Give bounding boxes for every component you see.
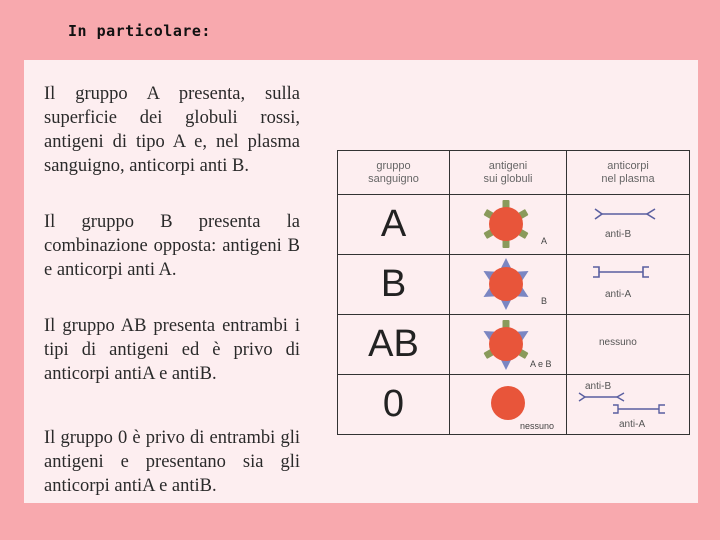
table-row bbox=[338, 255, 690, 315]
antigen-label: A e B bbox=[530, 359, 552, 369]
header-text: gruppo bbox=[376, 159, 411, 172]
paragraph-group-b: Il gruppo B presenta la combinazione opposta: antigeni B e anticorpi anti A. bbox=[44, 212, 300, 280]
paragraph-group-0: Il gruppo 0 è privo di entrambi gli antigeni e presentano sia gli anticorpi antiA e antiB. bbox=[44, 428, 300, 496]
antibody-label: anti-B bbox=[585, 381, 612, 392]
antibody-label: anti-A bbox=[619, 419, 646, 430]
antibody-cell bbox=[567, 195, 690, 255]
antigen-cell bbox=[450, 375, 567, 435]
antibody-anti-a-icon bbox=[567, 255, 689, 314]
header-text: nel plasma bbox=[601, 172, 655, 185]
group-label: B bbox=[338, 255, 450, 315]
paragraph-group-ab: Il gruppo AB presenta entrambi i tipi di antigeni ed è privo di anticorpi antiA e antiB. bbox=[44, 316, 300, 384]
paragraph-group-a: Il gruppo A presenta, sulla superficie dei globuli rossi, antigeni di tipo A e, nel plasma sanguigno, anticorpi anti B. bbox=[44, 84, 300, 176]
antigen-cell bbox=[450, 255, 567, 315]
group-label: 0 bbox=[338, 375, 450, 435]
antibody-cell bbox=[567, 255, 690, 315]
slide-title: In particolare: bbox=[68, 22, 211, 40]
table-row bbox=[338, 375, 690, 435]
antibody-label: anti-A bbox=[605, 289, 632, 300]
header-text: sanguigno bbox=[368, 172, 419, 185]
antigen-label: A bbox=[541, 236, 548, 246]
antibody-label: anti-B bbox=[605, 229, 632, 240]
antibody-cell bbox=[567, 375, 690, 435]
antibody-anti-b-icon bbox=[567, 195, 689, 254]
header-blood-group bbox=[338, 151, 450, 195]
antibody-label: nessuno bbox=[599, 337, 637, 348]
header-text: anticorpi bbox=[607, 159, 649, 172]
antigen-cell bbox=[450, 195, 567, 255]
antibody-cell bbox=[567, 315, 690, 375]
header-text: sui globuli bbox=[483, 172, 533, 185]
header-antibodies bbox=[567, 151, 690, 195]
table-row bbox=[338, 315, 690, 375]
antigen-label: B bbox=[541, 296, 548, 306]
table-header-row bbox=[338, 151, 690, 195]
red-cell-b-antigens-icon bbox=[450, 255, 566, 314]
header-text: antigeni bbox=[488, 159, 528, 172]
antigen-cell bbox=[450, 315, 567, 375]
table-row bbox=[338, 195, 690, 255]
header-antigens bbox=[450, 151, 567, 195]
antigen-label: nessuno bbox=[520, 421, 555, 431]
blood-group-table bbox=[337, 150, 690, 435]
group-label: AB bbox=[338, 315, 450, 375]
group-label: A bbox=[338, 195, 450, 255]
content-panel bbox=[24, 60, 698, 503]
red-cell-a-antigens-icon bbox=[450, 195, 566, 254]
